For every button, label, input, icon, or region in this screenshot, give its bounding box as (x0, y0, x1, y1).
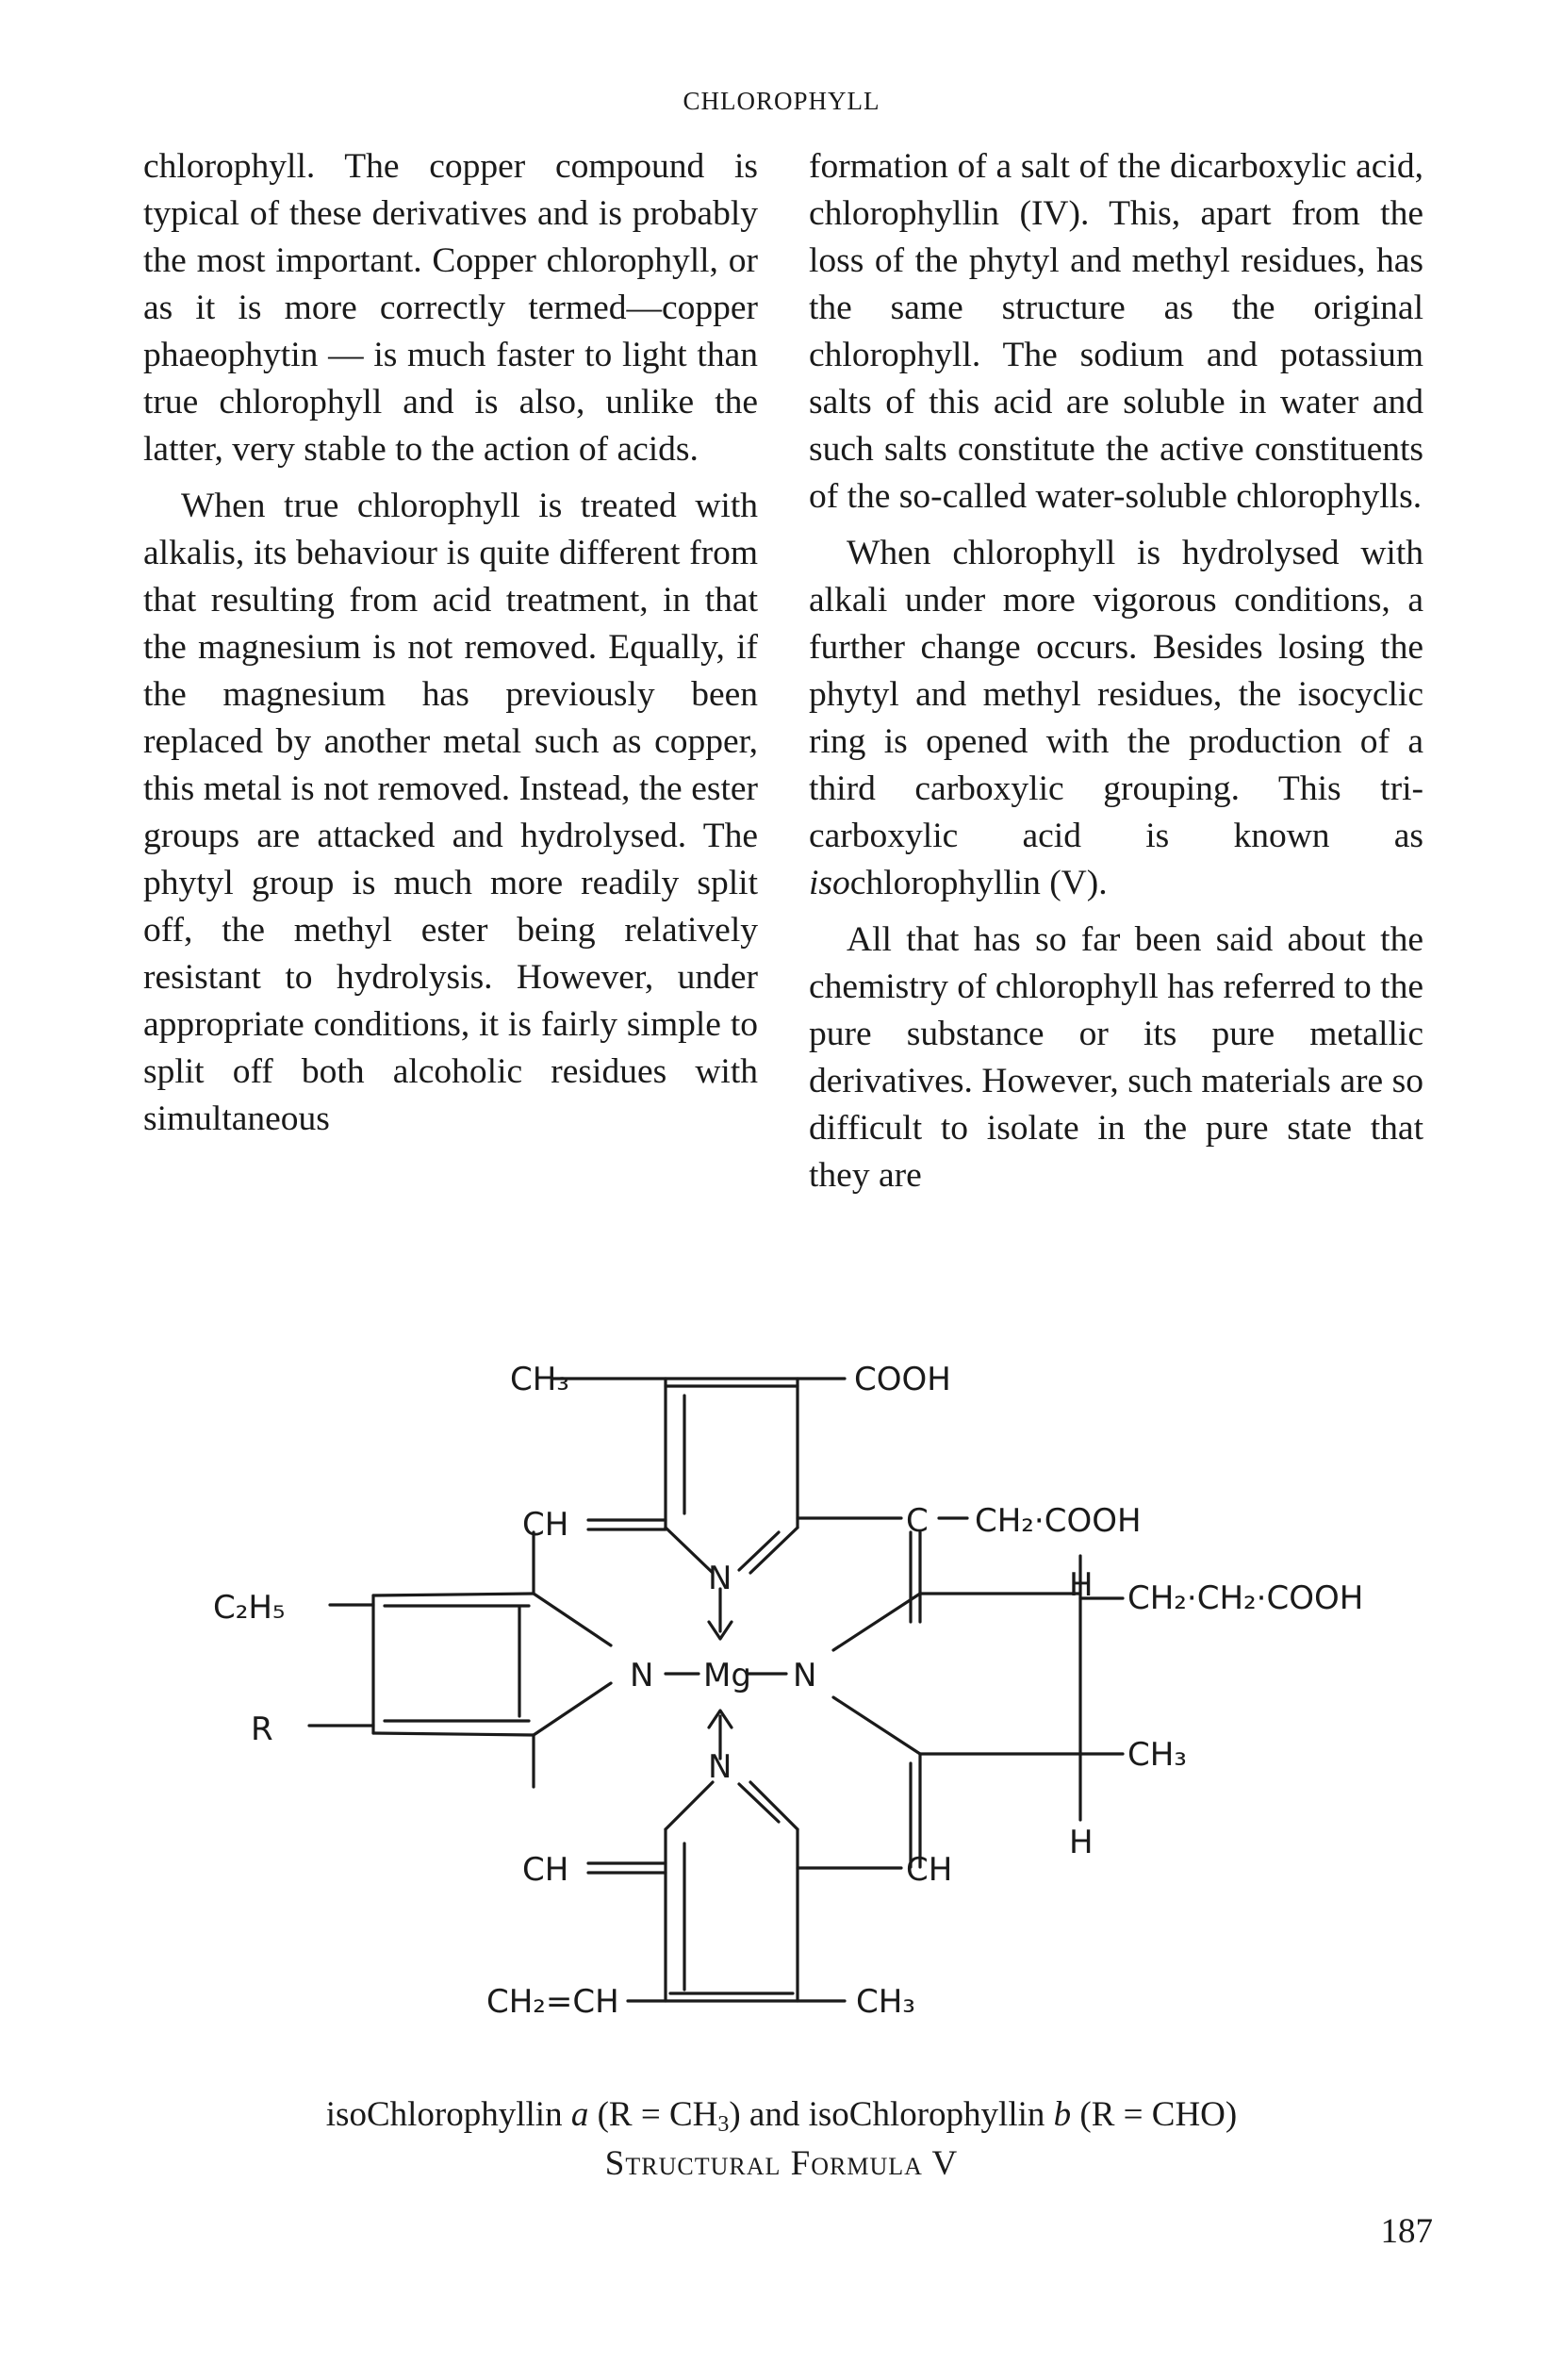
right-paragraph-1: formation of a salt of the dicarboxylic acid, chlorophyllin (IV). This, apart from the loss of the phytyl and methyl residues, has the same structure as the original chlorophyll. The sodium and potassium salts of this acid are soluble in water and such salts constitute the active constituents of the so-called water-soluble chlorophylls. (809, 147, 1423, 516)
formula-ch3-bottom: CH₃ (856, 1983, 915, 2021)
formula-ch-lower-left: CH (522, 1851, 569, 1889)
right-paragraph-3: All that has so far been said about the chemistry of chlorophyll has referred to the pure substance or its pure metallic derivatives. However, such materials are so difficult to isolate in the pure state that they are (809, 920, 1423, 1195)
formula-cooh-top: COOH (854, 1361, 951, 1398)
figure-caption (0, 2091, 1563, 2148)
formula-ch-upper-left: CH (522, 1506, 569, 1544)
subcaption-numeral: V (931, 2144, 959, 2183)
subcaption-label: Structural Formula (604, 2144, 923, 2183)
formula-n-right: N (793, 1657, 817, 1694)
formula-mg: Mg (703, 1657, 751, 1694)
bond (666, 1528, 713, 1573)
formula-ch2ch2cooh: CH₂·CH₂·COOH (1127, 1579, 1364, 1617)
bond (373, 1733, 534, 1735)
caption-subscript: 3 (717, 2112, 730, 2137)
caption-part-4: (R = CHO) (1071, 2095, 1238, 2134)
caption-part-3: ) and isoChlorophyllin (729, 2095, 1054, 2134)
bond (750, 1528, 798, 1573)
formula-c-sidechain: C (906, 1502, 929, 1540)
left-paragraph-2: When true chlorophyll is treated with alkalis, its behaviour is quite different from that resulting from acid treatment, in that the magnesium is not removed. Equally, if the magnesium has previously been replaced by another metal such as copper, this metal is not removed. Instead, the ester groups are attacked and hydrolysed. The phytyl group is much more readily split off, the methyl ester being relatively resistant to hydrolysis. However, under appropriate conditions, it is fairly simple to split off both alcoholic residues with simultaneous (143, 487, 758, 1138)
right-paragraph-2-text-a: When chlorophyll is hydrolysed with alkali under more vigorous conditions, a further change occurs. Besides losing the phytyl and methyl residues, the isocyclic ring is opened with the production of a third carboxylic grouping. This tri-carboxylic acid is known as (809, 534, 1423, 855)
formula-n-top: N (708, 1560, 732, 1597)
formula-c2h5: C₂H₅ (213, 1589, 286, 1627)
caption-part-2: (R = CH (588, 2095, 718, 2134)
left-paragraph-1: chlorophyll. The copper compound is typical of these derivatives and is probably the most important. Copper chlorophyll, or as it is more correctly termed—copper phaeophytin — is much faster to light than true chlorophyll and is also, unlike the latter, very stable to the action of acids. (143, 147, 758, 469)
structural-formula-svg (185, 1339, 1401, 2093)
bond (833, 1594, 920, 1650)
formula-ch2cooh: CH₂·COOH (975, 1502, 1142, 1540)
page-number: 187 (1380, 2212, 1433, 2251)
formula-h-bottom: H (1069, 1824, 1094, 1861)
formula-vinyl: CH₂=CH (486, 1983, 619, 2021)
caption-variant-a: a (570, 2095, 589, 2134)
figure-subcaption (0, 2140, 1563, 2188)
formula-r-group: R (251, 1711, 273, 1748)
bond (534, 1683, 611, 1735)
right-paragraph-2-text-b: chlorophyllin (V). (849, 864, 1108, 902)
formula-n-bottom: N (708, 1748, 732, 1786)
right-paragraph-2 (809, 530, 1423, 907)
bond (833, 1697, 920, 1754)
right-column (809, 143, 1423, 1199)
caption-variant-b: b (1053, 2095, 1072, 2134)
iso-prefix: iso (809, 864, 850, 902)
running-head: CHLOROPHYLL (683, 87, 880, 115)
structural-formula-diagram (185, 1339, 1401, 2169)
formula-ch3-right: CH₃ (1127, 1736, 1187, 1774)
formula-ch-lower-right: CH (906, 1851, 953, 1889)
formula-n-left: N (630, 1657, 654, 1694)
formula-h-top: H (1069, 1566, 1094, 1604)
bond (373, 1594, 534, 1595)
bond (750, 1782, 798, 1829)
caption-part-1: isoChlorophyllin (325, 2095, 571, 2134)
left-column (143, 143, 758, 1143)
bond (666, 1782, 713, 1829)
formula-ch3-top: CH₃ (510, 1361, 569, 1398)
bond (534, 1594, 611, 1645)
